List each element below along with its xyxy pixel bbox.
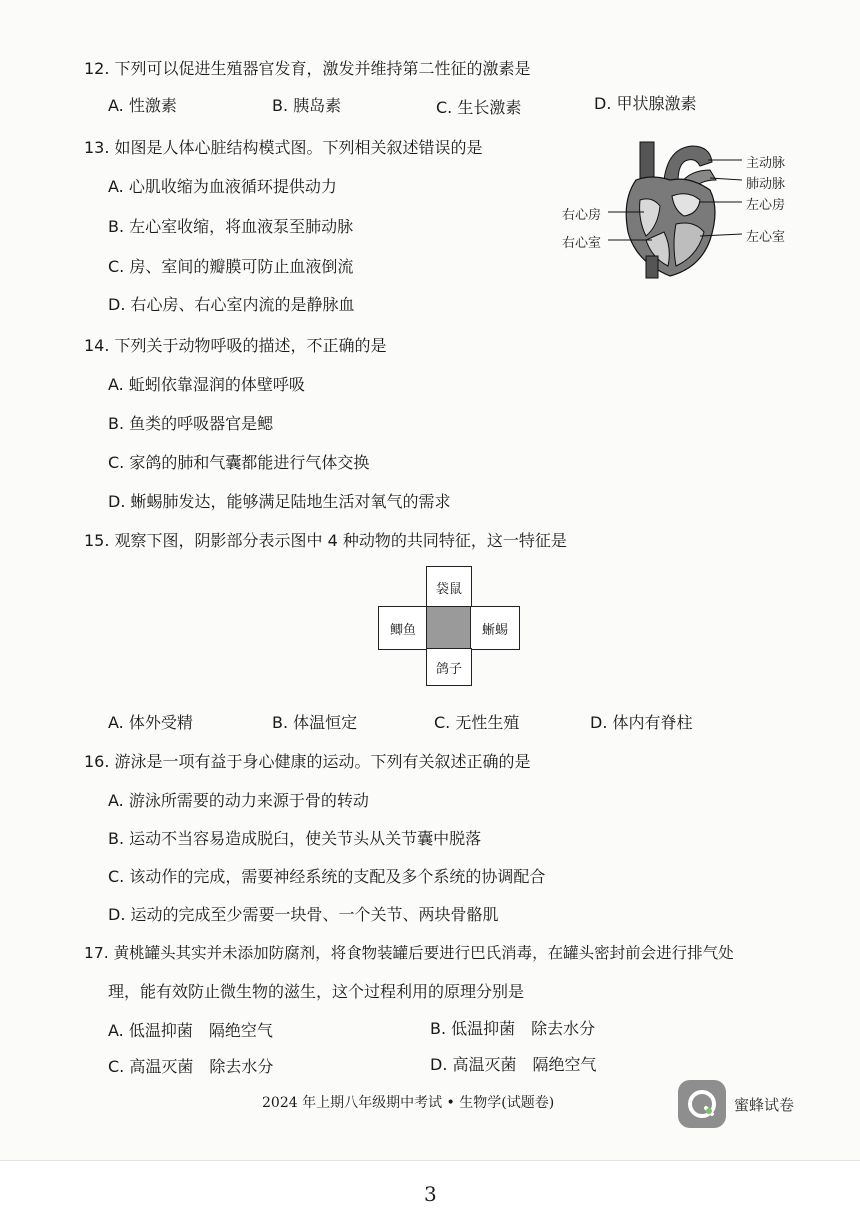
question-17-stem-line1: 17. 黄桃罐头其实并未添加防腐剂，将食物装罐后要进行巴氏消毒，在罐头密封前会进行排气处 [84, 944, 734, 962]
question-13-option-b: B. 左心室收缩，将血液泵至肺动脉 [108, 217, 354, 236]
question-14-option-d: D. 蜥蜴肺发达，能够满足陆地生活对氧气的需求 [108, 492, 451, 511]
question-16-option-b: B. 运动不当容易造成脱臼，使关节头从关节囊中脱落 [108, 829, 482, 848]
question-16-option-a: A. 游泳所需要的动力来源于骨的转动 [108, 791, 369, 810]
watermark-text: 蜜蜂试卷 [734, 1096, 795, 1114]
question-12-option-a: A. 性激素 [108, 96, 177, 115]
label-aorta: 主动脉 [746, 156, 786, 171]
question-12-option-c: C. 生长激素 [436, 98, 522, 117]
page-number: 3 [424, 1182, 437, 1206]
question-14-option-a: A. 蚯蚓依靠湿润的体壁呼吸 [108, 375, 305, 394]
box-kangaroo [426, 566, 472, 608]
question-17-option-a: A. 低温抑菌 隔绝空气 [108, 1021, 273, 1040]
question-13-stem: 13. 如图是人体心脏结构模式图。下列相关叙述错误的是 [84, 138, 483, 157]
question-14-option-b: B. 鱼类的呼吸器官是鳃 [108, 414, 274, 433]
label-crucian-carp: 鲫鱼 [389, 622, 416, 638]
question-14-stem: 14. 下列关于动物呼吸的描述，不正确的是 [84, 336, 387, 355]
question-13-option-c: C. 房、室间的瓣膜可防止血液倒流 [108, 257, 354, 276]
app-logo-icon [678, 1080, 726, 1128]
label-right-ventricle: 右心室 [562, 236, 602, 251]
question-14-option-c: C. 家鸽的肺和气囊都能进行气体交换 [108, 453, 370, 472]
label-pigeon: 鸽子 [435, 661, 462, 677]
label-left-atrium: 左心房 [746, 198, 786, 213]
label-lizard: 蜥蜴 [481, 622, 508, 638]
shaded-common-feature [426, 606, 472, 650]
question-13-option-a: A. 心肌收缩为血液循环提供动力 [108, 177, 337, 196]
question-17-option-d: D. 高温灭菌 隔绝空气 [430, 1055, 597, 1074]
question-12-stem: 12. 下列可以促进生殖器官发育，激发并维持第二性征的激素是 [84, 59, 531, 78]
heart-diagram [560, 140, 800, 280]
question-12-option-d: D. 甲状腺激素 [594, 94, 697, 113]
page-separator [0, 1160, 860, 1161]
box-pigeon [426, 648, 472, 686]
label-left-ventricle: 左心室 [746, 230, 786, 245]
question-13-option-d: D. 右心房、右心室内流的是静脉血 [108, 295, 355, 314]
question-16-option-d: D. 运动的完成至少需要一块骨、一个关节、两块骨骼肌 [108, 905, 499, 924]
question-15-stem: 15. 观察下图，阴影部分表示图中 4 种动物的共同特征，这一特征是 [84, 531, 567, 550]
question-15-option-a: A. 体外受精 [108, 713, 193, 732]
page-footer: 2024 年上期八年级期中考试 • 生物学(试题卷) [262, 1095, 555, 1111]
question-16-stem: 16. 游泳是一项有益于身心健康的运动。下列有关叙述正确的是 [84, 752, 531, 771]
question-17-stem-line2: 理，能有效防止微生物的滋生，这个过程利用的原理分别是 [108, 982, 525, 1001]
label-right-atrium: 右心房 [562, 208, 602, 223]
question-15-option-b: B. 体温恒定 [272, 713, 358, 732]
label-pulmonary-artery: 肺动脉 [746, 177, 786, 192]
question-17-option-b: B. 低温抑菌 除去水分 [430, 1019, 596, 1038]
label-kangaroo: 袋鼠 [435, 581, 462, 597]
question-17-option-c: C. 高温灭菌 除去水分 [108, 1057, 274, 1076]
question-15-option-c: C. 无性生殖 [434, 713, 520, 732]
question-15-option-d: D. 体内有脊柱 [590, 713, 693, 732]
animal-cross-diagram [378, 566, 520, 686]
question-16-option-c: C. 该动作的完成，需要神经系统的支配及多个系统的协调配合 [108, 867, 546, 886]
question-12-option-b: B. 胰岛素 [272, 96, 342, 115]
box-lizard [470, 606, 520, 650]
box-crucian-carp [378, 606, 428, 650]
